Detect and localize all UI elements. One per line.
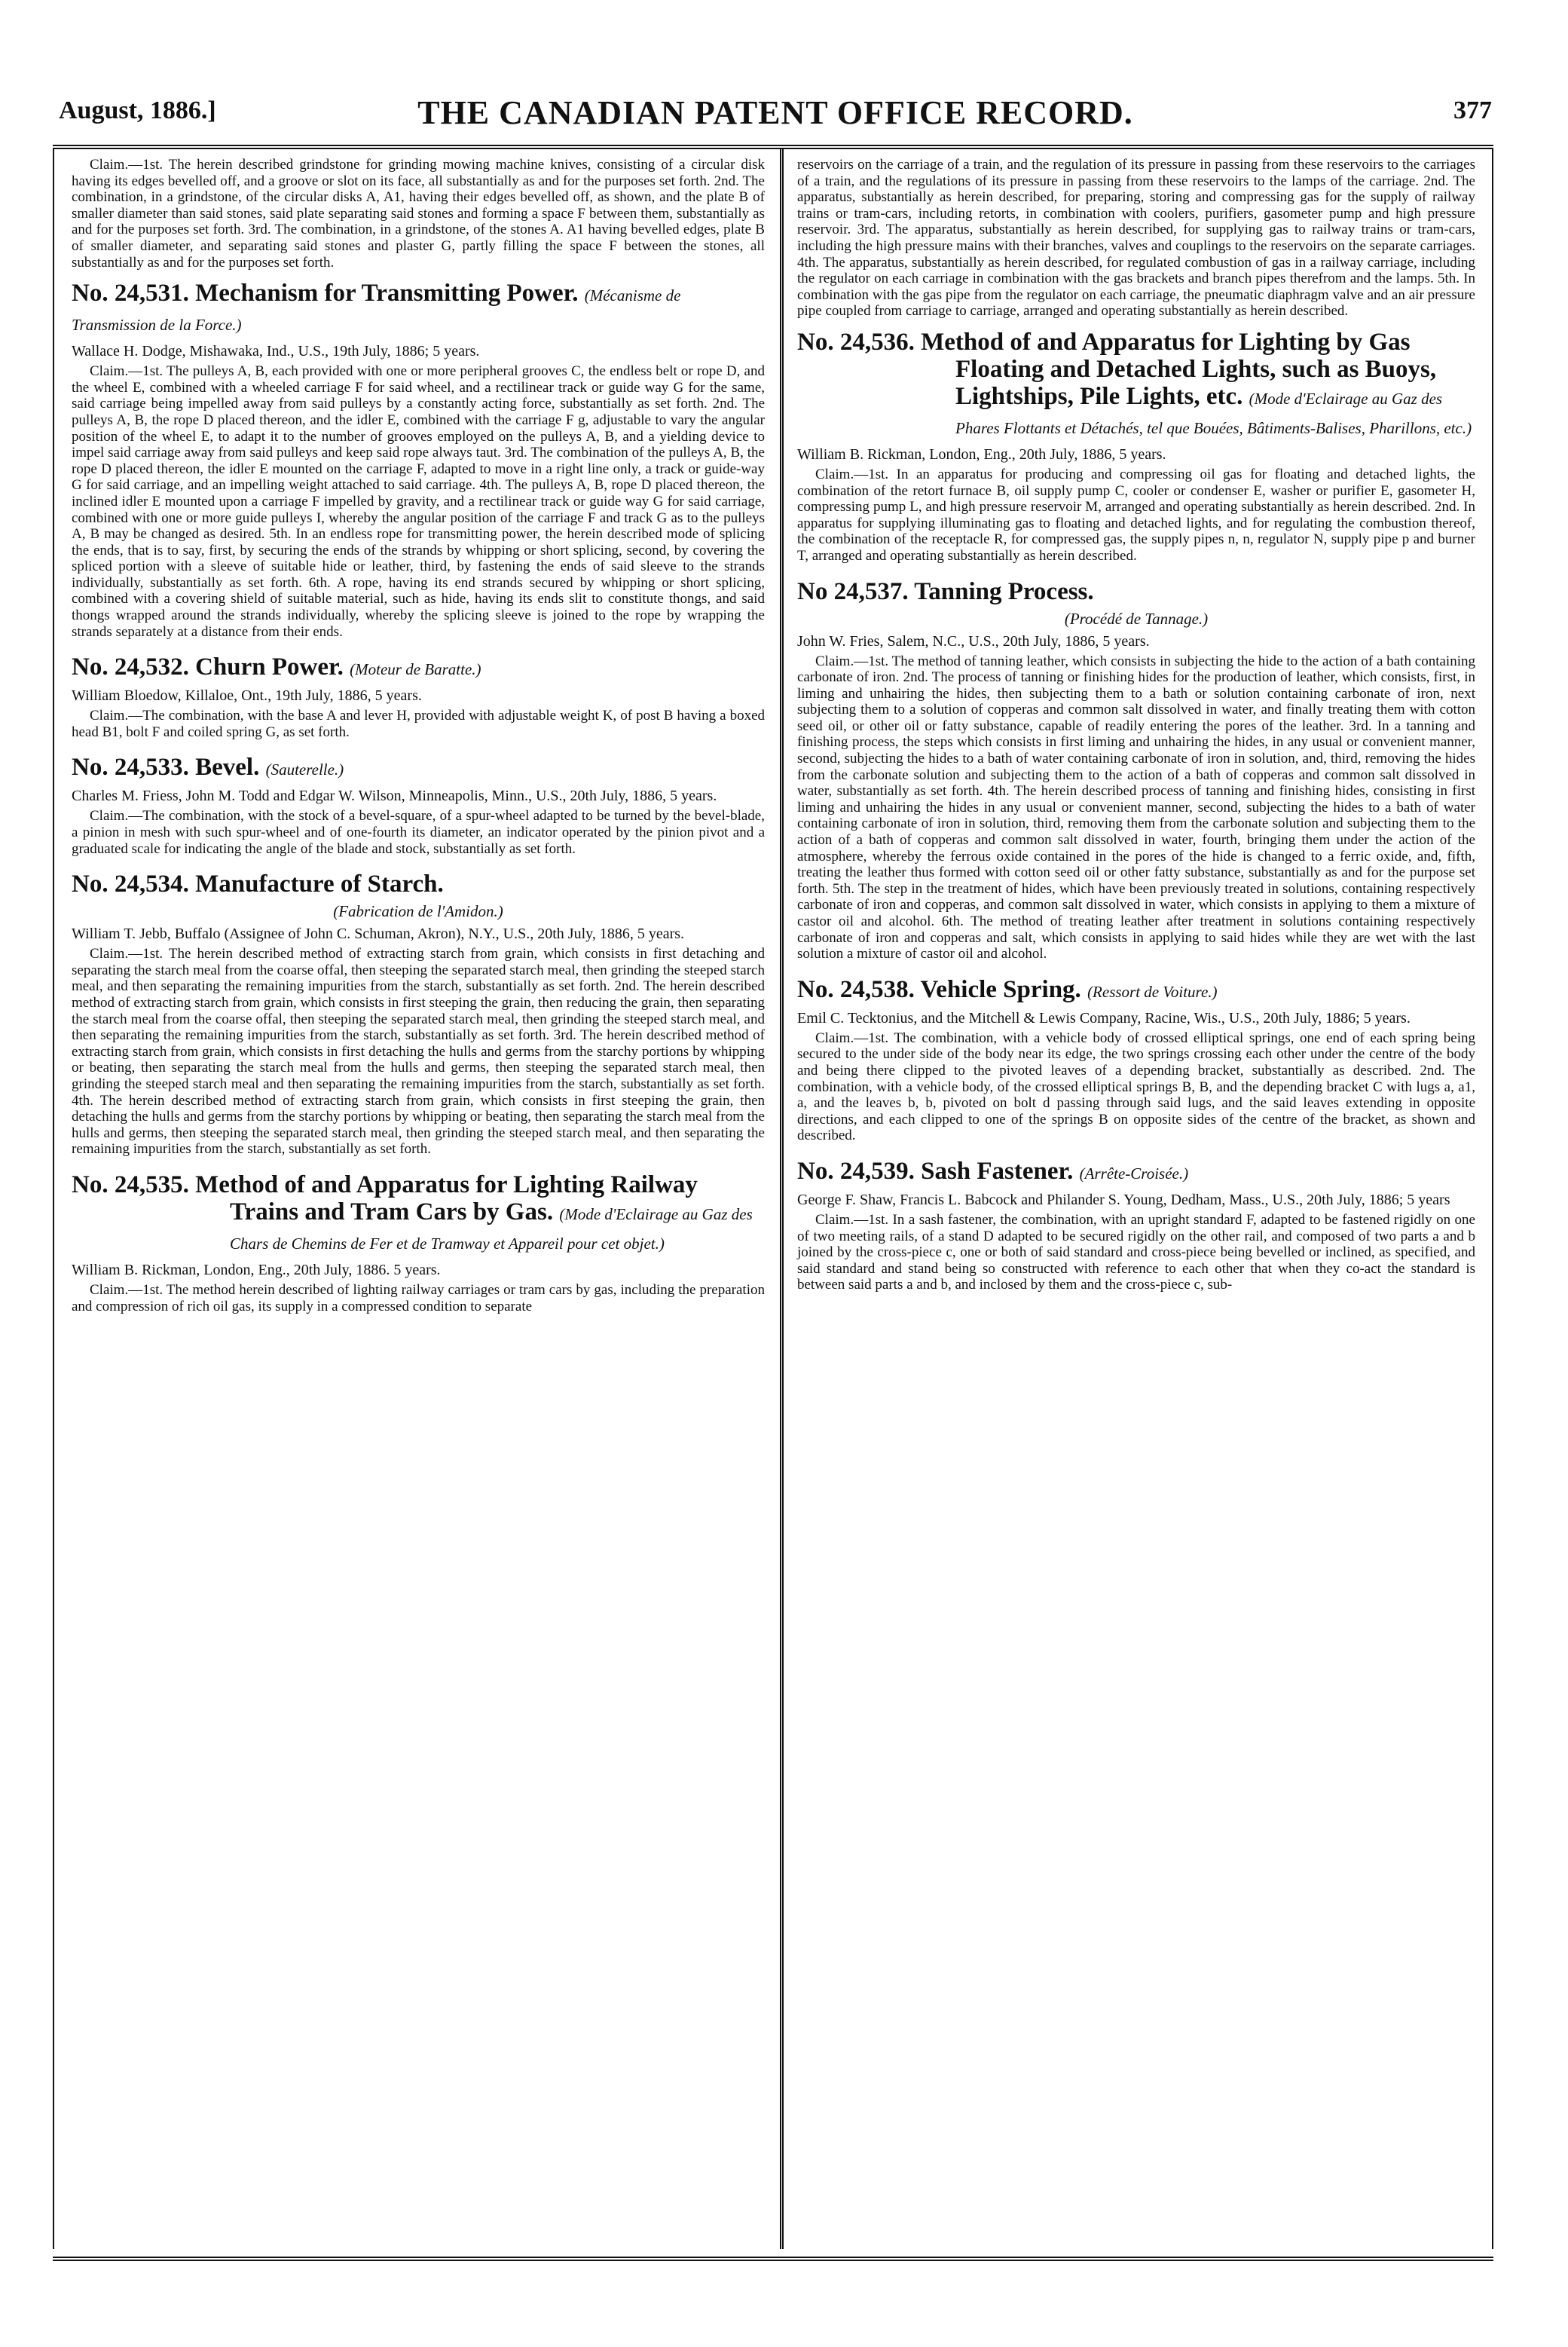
page-header: [59, 96, 1492, 142]
patent-entry-24533: [72, 754, 765, 857]
patent-number: No. 24,533.: [72, 754, 189, 782]
patent-entry-24536: [797, 329, 1475, 565]
patent-number: No. 24,538.: [797, 975, 915, 1003]
patent-name: Sash Fastener.: [921, 1157, 1074, 1185]
patent-entry-24534: [72, 871, 765, 1158]
patent-name: Method of and Apparatus for Lighting by Gas Floating and Detached Lights, such as Buoys, Lightships, Pile Lights, etc.: [921, 328, 1437, 410]
patent-entry-24535: [72, 1171, 765, 1314]
continued-claim-railway-lighting: reservoirs on the carriage of a train, and the regulation of its pressure in passing from these reservoirs to the carriages of a train, and the regulations of its pressure in passing from these reservoirs to the lamps of the carriage. 2nd. The apparatus, substantially as herein described, for preparing, storing and compressing gas for the supply of railway trains or tram-cars, including retorts, in combination with coolers, purifiers, gasometer pump and high pressure reservoir. 3rd. The apparatus, substantially as herein described, for supplying gas to railway trains or tram-cars, including the high pressure mains with their branches, valves and couplings to the reservoirs on the separate carriages. 4th. The apparatus, substantially as herein described, for regulated combustion of gas in a railway carriage, including the regulator on each carriage in combination with the gas brackets and branch pipes therefrom and the lamps. 5th. In combination with the gas pipe from the regulator on each carriage, the pneumatic diaphragm valve and an air pressure pipe coupled from carriage to carriage, arranged and operating substantially as herein described.: [797, 157, 1475, 320]
patent-french-title: (Procédé de Tannage.): [1064, 609, 1209, 628]
patent-entry-24532: [72, 653, 765, 740]
patent-claim: Claim.—1st. The method herein described of lighting railway carriages or tram cars by gas, including the preparation and compression of rich oil gas, its supply in a compressed condition to separate: [72, 1281, 765, 1314]
patent-title: [797, 329, 1475, 442]
column-divider: [780, 149, 784, 2249]
patent-title: [72, 653, 765, 683]
patent-title: [72, 754, 765, 783]
patent-claim: Claim.—The combination, with the stock of a bevel-square, of a spur-wheel adapted to be turned by the bevel-blade, a pinion in mesh with such spur-wheel and of one-fourth its diameter, an indicator operated by the pinion pivot and a graduated scale for indicating the angle of the blade and stock, substantially as set forth.: [72, 808, 765, 857]
patentee-line: William B. Rickman, London, Eng., 20th July, 1886. 5 years.: [72, 1261, 441, 1278]
patent-title: [72, 871, 765, 898]
patent-entry-24537: [797, 578, 1475, 962]
patent-claim: Claim.—1st. The herein described method of extracting starch from grain, which consists in first detaching and separating the starch meal from the coarse offal, then steeping the separated starch meal, then grinding the steeped starch meal, and then separating the remaining impurities from the starch, substantially as set forth. 2nd. The herein described method of extracting starch from grain, which consists in first steeping the grain, then reducing the grain, then separating the starch meal from the coarse offal, then steeping the separated starch meal, then grinding the steeped starch meal, and then separating the remaining impurities from the starch, substantially as set forth. 3rd. The herein described method of extracting starch from grain, which consists in first detaching the hulls and germs from the starchy portions by whipping or beating, then separating the starch meal from the hulls and germs, then steeping the separated starch meal, then grinding the steeped starch meal and then separating the remaining impurities from the starch, substantially as set forth. 4th. The herein described method of extracting starch from grain, which consists in first steeping the grain, then detaching the hulls and germs from the starchy portions by whipping or beating, then separating the starch meal from the hulls and germs, then steeping the separated starch meal, then grinding the steeped starch meal, and then separating the remaining impurities from the starch, substantially as set forth.: [72, 946, 765, 1158]
patentee-line: William T. Jebb, Buffalo (Assignee of John C. Schuman, Akron), N.Y., U.S., 20th July, 1886, 5 years.: [72, 926, 685, 943]
patent-title: [797, 976, 1475, 1005]
patent-title: [797, 1158, 1475, 1187]
patent-entry-24531: [72, 280, 765, 640]
patent-number: No. 24,532.: [72, 653, 189, 681]
patent-name: Tanning Process.: [914, 577, 1094, 605]
patent-french-title: (Mécanisme de Transmission de la Force.): [72, 286, 681, 335]
left-column: [72, 157, 765, 1328]
patentee-line: William B. Rickman, London, Eng., 20th July, 1886, 5 years.: [797, 445, 1166, 463]
patent-claim: Claim.—1st. The method of tanning leather, which consists in subjecting the hide to the action of a bath containing carbonate of iron. 2nd. The process of tanning or finishing hides for the production of leather, which consists, first, in liming and unhairing the hides, then subjecting them to a bath or solution containing carbonate of iron, next subjecting them to a solution of copperas and common salt dissolved in water, and finally treating them with cotton seed oil, or other oil or fatty substance, capable of readily entering the pores of the leather. 3rd. In a tanning and finishing process, the steps which consists in first liming and unhairing the hides, in any usual or convenient manner, second, subjecting the hides to a bath of water containing carbonate of iron in solution, and, third, removing the hides from the carbonate solution and subjecting them to the action of a bath of copperas and common salt dissolved in water, substantially as set forth. 4th. The herein described process of tanning and finishing hides, consisting in first liming and unhairing the hides in any usual or convenient manner, second, subjecting the hides to a bath of water containing carbonate of iron in solution, third, removing them from the carbonate solution and subjecting them to the action of a bath of copperas and common salt dissolved in water, fourth, bringing them under the action of the atmosphere, whereby the ferrous oxide contained in the pores of the hide is changed to a ferric oxide, and, fifth, treating the leather thus formed with cotton seed oil or other fatty substance, substantially as and for the purpose set forth. 5th. The step in the treatment of hides, which have been previously treated in solutions, containing respectively carbonate of iron and copperas, and common salt dissolved in water, which consists in applying to them a mixture of castor oil and alcohol. 6th. The method of treating leather after treatment in solutions containing respectively carbonate of iron and copperas and salt, which consists in applying to said hides while they are wet with the last solution a mixture of castor oil and alcohol.: [797, 653, 1475, 962]
patent-name: Bevel.: [195, 754, 260, 782]
patent-number: No. 24,534.: [72, 871, 189, 898]
left-border-rule: [53, 149, 54, 2249]
patent-french-title: (Mode d'Eclairage au Gaz des Chars de Chemins de Fer et de Tramway et Appareil pour cet objet.): [230, 1204, 753, 1253]
patent-name: Method of and Apparatus for Lighting Railway Trains and Tram Cars by Gas.: [195, 1170, 698, 1226]
patentee-line: William Bloedow, Killaloe, Ont., 19th July, 1886, 5 years.: [72, 687, 422, 705]
right-border-rule: [1492, 149, 1493, 2249]
patent-name: Churn Power.: [195, 653, 344, 681]
patent-number: No 24,537.: [797, 577, 909, 605]
patent-french-title: (Sauterelle.): [265, 760, 344, 779]
patent-french-title: (Arrête-Croisée.): [1079, 1164, 1189, 1183]
publication-title: THE CANADIAN PATENT OFFICE RECORD.: [417, 94, 1133, 131]
patent-number: No. 24,531.: [72, 280, 189, 308]
patent-number: No. 24,536.: [797, 328, 915, 356]
patent-name: Manufacture of Starch.: [195, 871, 444, 898]
patent-title: [72, 280, 765, 338]
patentee-line: Emil C. Tecktonius, and the Mitchell & Lewis Company, Racine, Wis., U.S., 20th July, 1886; 5 years.: [797, 1009, 1411, 1027]
patentee-line: George F. Shaw, Francis L. Babcock and Philander S. Young, Dedham, Mass., U.S., 20th July, 1886; 5 years: [797, 1191, 1450, 1208]
patent-claim: Claim.—1st. The combination, with a vehicle body of crossed elliptical springs, one end of each spring being secured to the under side of the body near its edge, the two springs crossing each other under the centre of the body and being there clipped to the pivoted leaves of a depending bracket, substantially as described. 2nd. The combination, with a vehicle body, of the crossed elliptical springs B, B, and the depending bracket C with lugs a, a1, a, and the leaves b, b, pivoted on bolt d passing through said lugs, and the said leaves extending in opposite directions, and each clipped to one of the springs B on opposite sides of the centre of the bracket, as shown and described.: [797, 1030, 1475, 1144]
header-date: August, 1886.]: [59, 96, 216, 124]
patent-claim: Claim.—1st. The pulleys A, B, each provided with one or more peripheral grooves C, the endless belt or rope D, and the wheel E, combined with a wheeled carriage F for said wheel, and a rectilinear track or guide way G for the same, said carriage being impelled away from said pulleys by a constantly acting force, substantially as set forth. 2nd. The pulleys A, B, the rope D placed thereon, and the idler E, combined with the carriage F g, adjustable to vary the angular position of the wheel E, to adapt it to the number of grooves employed on the pulleys A, B, and a yielding device to impel said carriage away from said pulleys and keep said rope always taut. 3rd. The combination of the pulleys A, B, the rope D placed thereon, the idler E mounted on the carriage F, adapted to move in a right line only, a track or guide-way G for said carriage, and an impelling weight attached to said carriage. 4th. The pulleys A, B, rope D placed thereon, the inclined idler E mounted upon a carriage F impelled by gravity, and a rectilinear track or guide way G for said carriage, combined with one or more guide pulleys I, whereby the angular position of the carriage F and track G as to the pulleys A, B may be changed as desired. 5th. In an endless rope for transmitting power, the herein described mode of splicing the ends, that is to say, first, by securing the ends of the strands by whipping or short splicing, second, by covering the spliced portion with a sleeve of suitable hide or leather, third, by fastening the ends of said sleeve to the strands individually, substantially as set forth. 6th. A rope, having its end strands secured by whipping or short splicing, combined with a covering shield of suitable material, such as hide, having its ends slit to constitute thongs, and said thongs wrapped around the strands individually, whereby the splicing sleeve is joined to the rope by wrapping the strands separately at a distance from their ends.: [72, 363, 765, 640]
patent-claim: Claim.—1st. In a sash fastener, the combination, with an upright standard F, adapted to be fastened rigidly on one of two meeting rails, of a stand D adapted to be secured rigidly on the other rail, and composed of two parts a and b joined by the cross-piece c, one or both of said standard and cross-piece being bevelled or inclined, as specified, and said standard and stand being so constructed with reference to each other that when they co-act the standard is between said parts a and b, and inclosed by them and the cross-piece c, sub-: [797, 1211, 1475, 1293]
patentee-line: Charles M. Friess, John M. Todd and Edgar W. Wilson, Minneapolis, Minn., U.S., 20th July, 1886, 5 years.: [72, 788, 717, 805]
patent-number: No. 24,535.: [72, 1170, 189, 1198]
patent-claim: Claim.—The combination, with the base A and lever H, provided with adjustable weight K, of post B having a boxed head B1, bolt F and coiled spring G, as set forth.: [72, 708, 765, 740]
patentee-line: Wallace H. Dodge, Mishawaka, Ind., U.S., 19th July, 1886; 5 years.: [72, 343, 480, 360]
patent-title: [797, 578, 1475, 605]
patentee-line: John W. Fries, Salem, N.C., U.S., 20th July, 1886, 5 years.: [797, 632, 1150, 650]
patent-title: [72, 1171, 765, 1257]
patent-number: No. 24,539.: [797, 1157, 915, 1185]
right-column: [797, 157, 1475, 1307]
patent-claim: Claim.—1st. In an apparatus for producing and compressing oil gas for floating and detached lights, the combination of the retort furnace B, oil supply pump C, cooler or condenser E, washer or purifier E, gasometer H, compressing pump L, and high pressure reservoir M, arranged and operating substantially as herein described. 2nd. In apparatus for supplying illuminating gas to floating and detached lights, and for regulating the combustion thereof, the combination of the receptacle R, for compressed gas, the supply pipes n, n, regulator N, supply pipe p and burner T, arranged and operating substantially as herein described.: [797, 466, 1475, 564]
patent-entry-24539: [797, 1158, 1475, 1293]
patent-french-title: (Mode d'Eclairage au Gaz des Phares Flottants et Détachés, tel que Bouées, Bâtiments-Balises, Pharillons, etc.): [955, 389, 1472, 437]
patent-french-title: (Fabrication de l'Amidon.): [333, 902, 503, 921]
patent-french-title: (Moteur de Baratte.): [350, 660, 481, 679]
continued-claim-grindstone: Claim.—1st. The herein described grindstone for grinding mowing machine knives, consisting of a circular disk having its edges bevelled off, and a groove or slot on its face, all substantially as and for the purposes set forth. 2nd. The combination, in a grindstone, of the circular disks A, A1, having their edges bevelled off, as shown, and the plate B of smaller diameter than said stones, said plate separating said stones and forming a space F between them, substantially as and for the purposes set forth. 3rd. The combination, in a grindstone, of the stones A. A1 having bevelled edges, plate B of smaller diameter, and separating said stones and plaster G, partly filling the space F between the stones, all substantially as and for the purposes set forth.: [72, 157, 765, 271]
patent-entry-24538: [797, 976, 1475, 1144]
page-number: 377: [1453, 96, 1492, 124]
patent-name: Vehicle Spring.: [920, 975, 1081, 1003]
patent-french-title: (Ressort de Voiture.): [1087, 982, 1218, 1001]
patent-name: Mechanism for Transmitting Power.: [195, 280, 579, 308]
